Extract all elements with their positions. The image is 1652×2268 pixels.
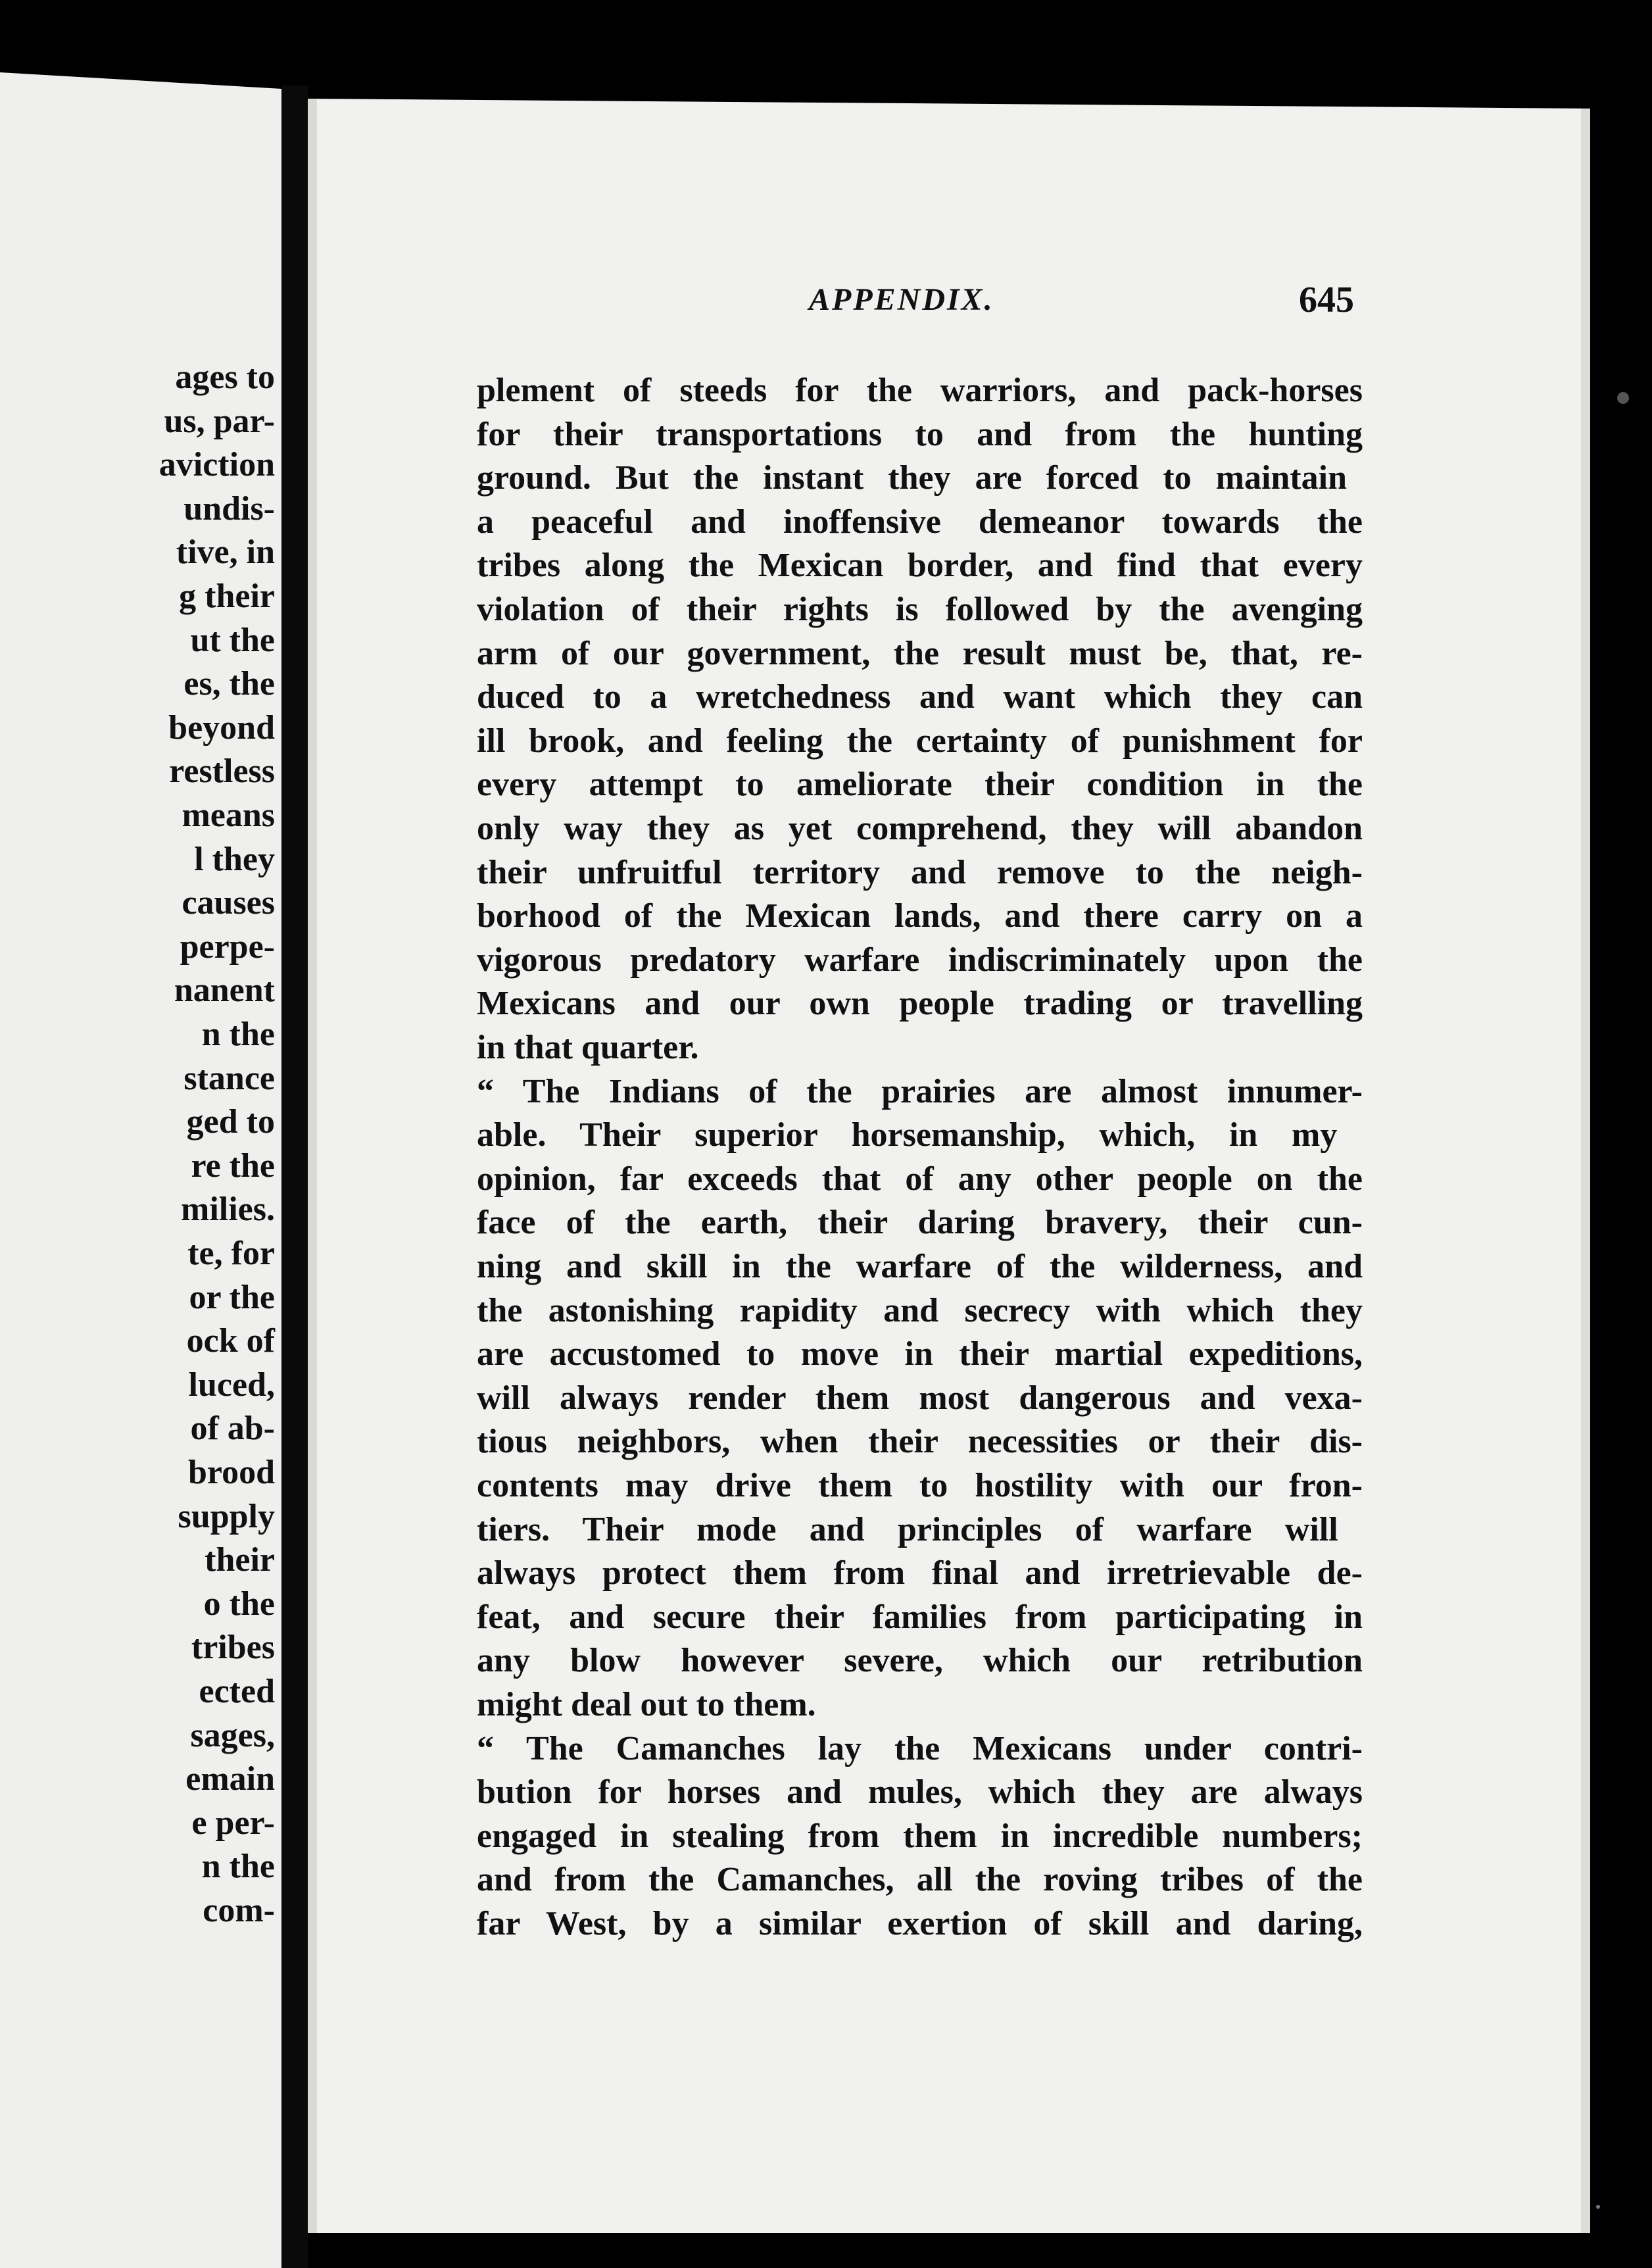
body-text-line: are accustomed to move in their martial expeditions,: [477, 1335, 1363, 1373]
left-fragment-line: stance: [183, 1059, 275, 1097]
body-text-line: any blow however severe, which our retribution: [477, 1642, 1363, 1680]
body-text-line: engaged in stealing from them in incredible numbers;: [477, 1817, 1363, 1855]
body-text-line: every attempt to ameliorate their condition in the: [477, 766, 1363, 804]
gutter: [281, 86, 308, 2268]
body-text-line: violation of their rights is followed by the avenging: [477, 591, 1363, 628]
speck-artifact: [1617, 392, 1629, 404]
left-fragment-line: e per-: [191, 1804, 275, 1842]
body-text-line: “ The Indians of the prairies are almost innumer-: [477, 1072, 1363, 1110]
left-fragment-line: their: [205, 1541, 275, 1579]
left-fragment-line: l they: [194, 840, 275, 878]
left-fragment-line: ged to: [186, 1103, 275, 1141]
left-fragment-line: g their: [179, 578, 275, 615]
body-text-line: ning and skill in the warfare of the wilderness, and: [477, 1248, 1363, 1285]
body-text-line: only way they as yet comprehend, they will abandon: [477, 810, 1363, 847]
body-text-line: in that quarter.: [477, 1029, 699, 1066]
body-text-line: Mexicans and our own people trading or travelling: [477, 985, 1363, 1023]
left-fragment-line: com-: [203, 1892, 275, 1929]
left-fragment-line: milies.: [181, 1191, 275, 1229]
body-text-line: will always render them most dangerous and vexa-: [477, 1379, 1363, 1417]
body-text-line: feat, and secure their families from participating in: [477, 1598, 1363, 1636]
page-edge-shadow: [308, 99, 317, 2233]
body-text-line: arm of our government, the result must be, that, re-: [477, 634, 1363, 672]
body-text-line: able. Their superior horsemanship, which, in my: [477, 1116, 1338, 1154]
page-number: 645: [1299, 280, 1354, 320]
left-fragment-line: sages,: [190, 1716, 275, 1754]
left-fragment-line: or the: [189, 1278, 275, 1316]
left-fragment-line: restless: [169, 752, 275, 791]
body-text-line: ill brook, and feeling the certainty of punishment for: [477, 722, 1363, 760]
left-fragment-line: ock of: [186, 1322, 275, 1360]
body-text-line: tious neighbors, when their necessities or their dis-: [477, 1423, 1363, 1461]
left-fragment-line: o the: [203, 1585, 275, 1623]
body-text-line: a peaceful and inoffensive demeanor towards the: [477, 503, 1363, 541]
left-fragment-line: luced,: [188, 1366, 275, 1404]
left-fragment-line: re the: [191, 1146, 275, 1185]
body-text-line: “ The Camanches lay the Mexicans under contri-: [477, 1729, 1363, 1767]
body-text-line: face of the earth, their daring bravery, their cun-: [477, 1204, 1363, 1242]
body-text-line: and from the Camanches, all the roving tribes of the: [477, 1861, 1363, 1899]
left-fragment-line: perpe-: [180, 927, 275, 966]
left-fragment-line: means: [182, 797, 275, 834]
body-text-line: tribes along the Mexican border, and find that every: [477, 547, 1363, 585]
left-fragment-line: te, for: [187, 1235, 275, 1272]
body-text-line: tiers. Their mode and principles of warfare will: [477, 1510, 1338, 1548]
body-text-line: always protect them from final and irretrievable de-: [477, 1554, 1363, 1592]
left-fragment-line: tive, in: [176, 533, 275, 572]
page-edge-right: [1581, 109, 1590, 2233]
running-title: APPENDIX.: [809, 282, 994, 317]
left-fragment-line: ages to: [175, 358, 275, 396]
left-fragment-line: beyond: [168, 708, 275, 747]
body-text-line: for their transportations to and from the hunting: [477, 415, 1363, 453]
body-text-line: their unfruitful territory and remove to the neigh-: [477, 853, 1363, 891]
left-fragment-line: tribes: [191, 1629, 275, 1667]
left-fragment-line: causes: [182, 884, 275, 922]
left-fragment-line: of ab-: [190, 1410, 275, 1448]
body-text-line: duced to a wretchedness and want which they can: [477, 678, 1363, 716]
left-fragment-line: emain: [185, 1760, 275, 1798]
left-fragment-line: ut the: [190, 621, 275, 659]
body-text-line: contents may drive them to hostility with our fron-: [477, 1467, 1363, 1504]
body-text-line: opinion, far exceeds that of any other people on the: [477, 1160, 1363, 1198]
left-fragment-line: ected: [199, 1673, 275, 1710]
body-text-line: borhood of the Mexican lands, and there carry on a: [477, 897, 1363, 935]
speck-artifact: [1596, 2205, 1600, 2209]
body-text-line: vigorous predatory warfare indiscriminately upon the: [477, 941, 1363, 979]
left-fragment-line: supply: [178, 1497, 275, 1535]
body-text-line: ground. But the instant they are forced to maintain: [477, 459, 1347, 497]
left-fragment-line: us, par-: [164, 402, 275, 440]
left-fragment-line: nanent: [174, 972, 275, 1010]
body-text-line: the astonishing rapidity and secrecy with which they: [477, 1291, 1363, 1329]
body-text-line: plement of steeds for the warriors, and pack-horses: [477, 372, 1363, 409]
left-fragment-line: es, the: [183, 665, 275, 703]
body-text-line: far West, by a similar exertion of skill and daring,: [477, 1905, 1363, 1942]
body-text-line: bution for horses and mules, which they are always: [477, 1773, 1363, 1812]
left-fragment-line: brood: [188, 1454, 275, 1491]
left-fragment-line: aviction: [158, 446, 275, 484]
body-text-line: might deal out to them.: [477, 1686, 816, 1723]
left-fragment-line: n the: [201, 1848, 275, 1886]
left-fragment-line: n the: [201, 1016, 275, 1053]
left-fragment-line: undis-: [183, 489, 275, 528]
